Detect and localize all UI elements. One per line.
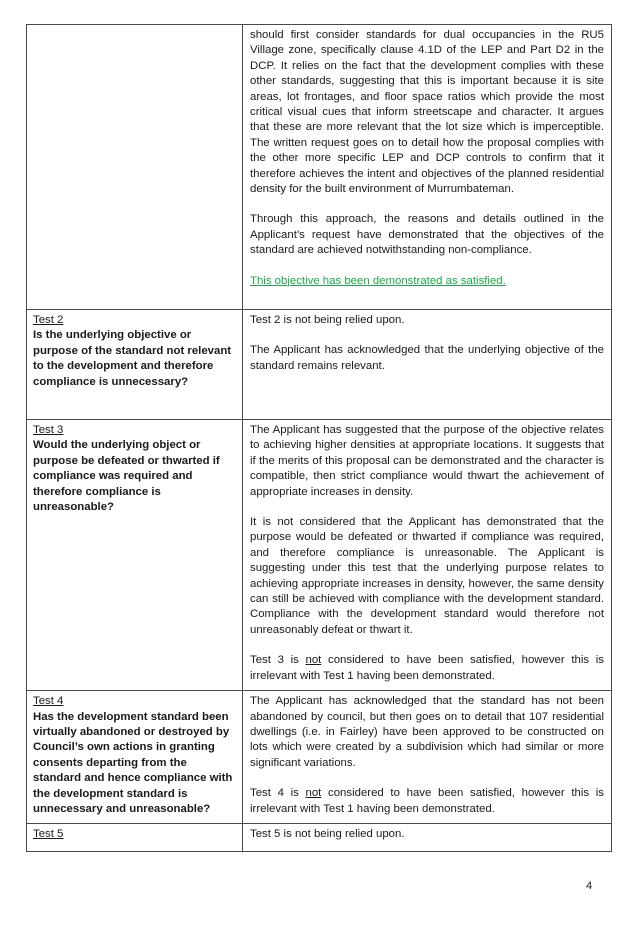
assessment-paragraph: It is not considered that the Applicant has demonstrated that the purpose would be defeated or thwarted if compliance was required, and therefore compliance is unreasonable. The Applicant is suggesting under this test that the underlying purpose relates to achieving appropriate increases in density, however, the same density can still be achieved with compliance with the development standard. Compliance with the development standard would therefore not unreasonably defeat or thwart it.	[250, 516, 604, 636]
table-row	[27, 25, 612, 310]
assessment-paragraph: The Applicant has suggested that the purpose of the objective relates to achieving higher densities at appropriate locations. It suggests that if the merits of this proposal can be demonstrated and the character is compatible, then strict compliance would thwart the achievement of appropriate increases in density.	[250, 424, 604, 498]
test-title: Test 5	[33, 827, 64, 840]
test-label-cell	[27, 25, 243, 310]
table-row	[27, 310, 612, 420]
table-row	[27, 420, 612, 691]
test-label-cell	[27, 310, 243, 420]
test-title: Test 4	[33, 695, 64, 708]
table-row	[27, 823, 612, 851]
negation-word: not	[305, 787, 322, 800]
test-assessment-cell	[243, 420, 612, 691]
page-number: 4	[586, 880, 593, 892]
test-assessment-cell	[243, 823, 612, 851]
negation-word: not	[305, 654, 322, 667]
conclusion-satisfied: This objective has been demonstrated as satisfied.	[250, 274, 506, 287]
test-question: Has the development standard been virtually abandoned or destroyed by Council’s own actions in granting consents departing from the standard and hence compliance with the development standard is unnecessary and unreasonable?	[33, 710, 233, 815]
test-question: Would the underlying object or purpose be defeated or thwarted if compliance was required and therefore compliance is unreasonable?	[33, 439, 220, 514]
test-label-cell	[27, 823, 243, 851]
assessment-table	[26, 24, 612, 852]
test-title: Test 3	[33, 424, 64, 436]
test-finding: Test 3 is not considered to have been satisfied, however this is irrelevant with Test 1 having been demonstrated.	[250, 654, 604, 682]
assessment-paragraph: should first consider standards for dual occupancies in the RU5 Village zone, specifically clause 4.1D of the LEP and Part D2 in the DCP. It relies on the fact that the development complies with these other standards, suggesting that this is important because it is site areas, lot frontages, and floor space ratios which provide the most critical visual cues that inform streetscape and character. It argues that these are more relevant that the lot size which is imperceptible. The written request goes on to detail how the proposal complies with the other more specific LEP and DCP controls to confirm that it therefore achieves the intent and objectives of the planned residential density for the built environment of Murrumbateman.	[250, 29, 604, 196]
assessment-paragraph: The Applicant has acknowledged that the standard has not been abandoned by council, but then goes on to detail that 107 residential dwellings (i.e. in Fairley) have been approved to be constructed on lots which were created by a subdivision which had similar or more significant variations.	[250, 695, 604, 769]
test-label-cell	[27, 691, 243, 824]
table-row	[27, 691, 612, 824]
test-label-cell	[27, 420, 243, 691]
test-question: Is the underlying objective or purpose of the standard not relevant to the development and therefore compliance is unnecessary?	[33, 329, 232, 388]
test-assessment-cell	[243, 25, 612, 310]
test-assessment-cell	[243, 691, 612, 824]
test-finding: Test 4 is not considered to have been satisfied, however this is irrelevant with Test 1 having been demonstrated.	[250, 787, 604, 815]
test-assessment-cell	[243, 310, 612, 420]
assessment-paragraph: Test 5 is not being relied upon.	[250, 827, 405, 840]
assessment-paragraph: Through this approach, the reasons and details outlined in the Applicant’s request have demonstrated that the objectives of the standard are achieved notwithstanding non-compliance.	[250, 213, 604, 257]
test-title: Test 2	[33, 314, 64, 326]
assessment-paragraph: The Applicant has acknowledged that the underlying objective of the standard remains relevant.	[250, 344, 604, 372]
assessment-paragraph: Test 2 is not being relied upon.	[250, 314, 405, 326]
